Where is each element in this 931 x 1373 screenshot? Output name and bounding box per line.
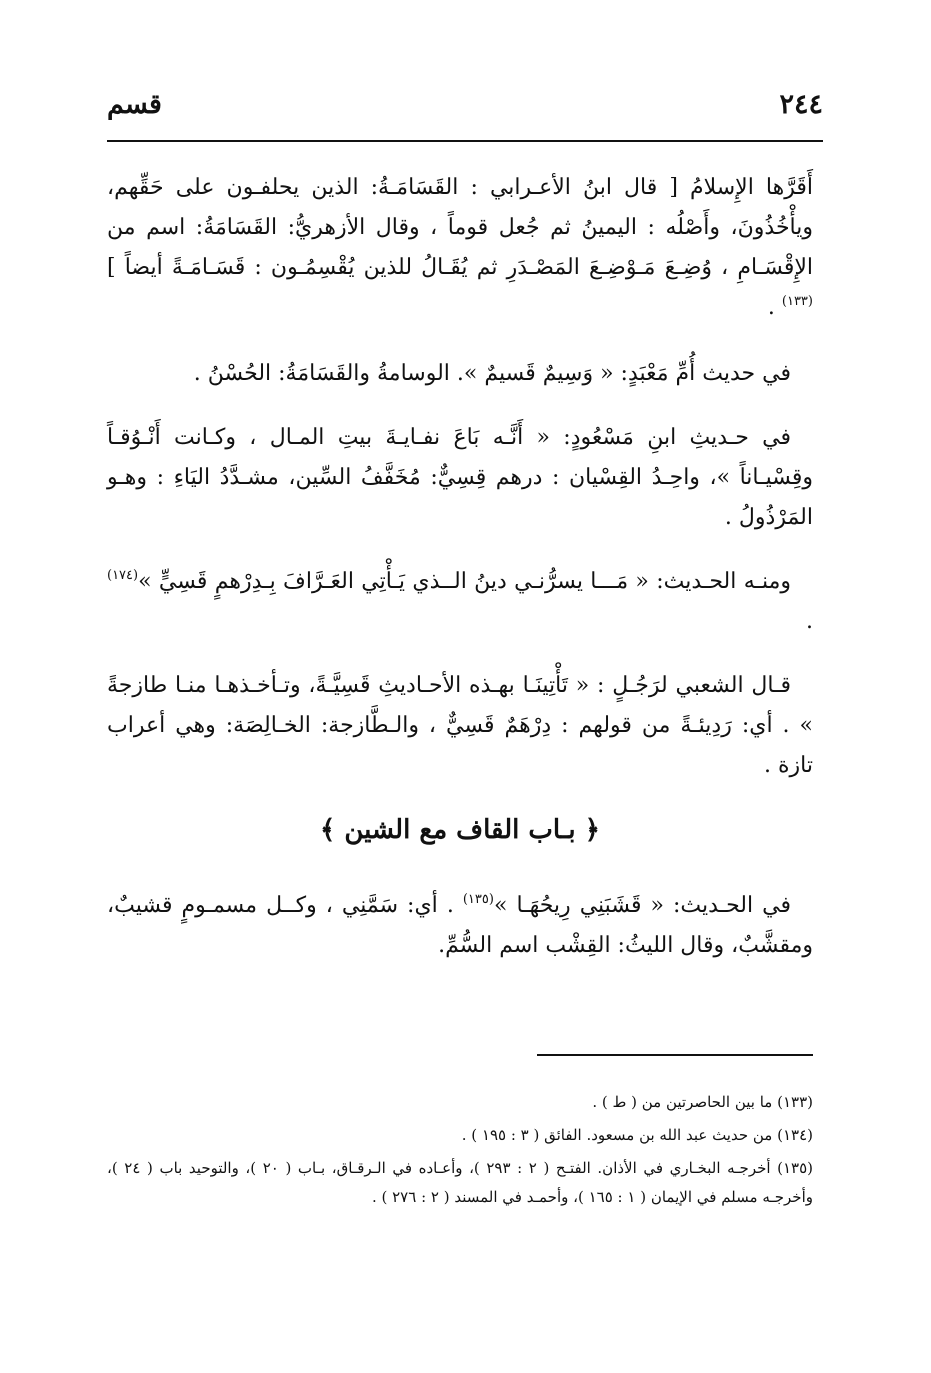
footnote-rule <box>537 1054 813 1056</box>
paragraph-qashab: في الحـديث: « قَشَبَنِي رِيحُهَـا »$^{(١٣٥)}$ . أي: سَمَّنِي ، وكــل مسمـومٍ قشيبٌ، ومقشَّبٌ، وقال الليثُ: القِشْب اسم السُّمِّ. <box>107 892 813 958</box>
page-number: ٢٤٤ <box>779 89 823 120</box>
footnote-134: (١٣٤) من حديث عبد الله بن مسعود. الفائق ( ٣ : ١٩٥ ) . <box>461 1126 813 1144</box>
footnote-135: (١٣٥) أخرجـه البخـاري في الأذان. الفتـح ( ٢ : ٢٩٣ )، وأعـاده في الـرقـاق، بـاب ( ٢٠ )، والتوحيد باب ( ٢٤ )، وأخرجـه مسلم في الإيمان ( ١ : ١٦٥ )، وأحمـد في المسند ( ٢ : ٢٧٦ ) . <box>107 1159 814 1206</box>
paragraph-qasama: أَقَرَّها الإِسلامُ [ قال ابنُ الأعـرابي : القَسَامَـةُ: الذين يحلفـون على حَقِّهم، ويأْخُذُونَ، وأَصْلُه : اليمينُ ثم جُعل قوماً ، وقال الأزهريُّ: القَسَامَةُ: اسم من الإِقْسَـامِ ، وُضِـعَ مَـوْضِـعَ المَصْـدَرِ ثم يُقَـالُ للذين يُقْسِمُـون : قَسَـامَـةً أيضاً ]$^{(١٣٣)}$ . <box>107 175 813 320</box>
paragraph-ibn-masud: في حـديثِ ابنِ مَسْعُودٍ: « أَنَّـه بَاعَ نفـايـةَ بيتِ المـال ، وكـانت أَنْـوُقـاً وقِسْيـاناً »، واحِـدُ القِسْيان : درهم قِسِيٌّ: مُخَفَّفُ السِّين، مشـدَّدُ اليَاءِ : وهـو المَرْذُولُ . <box>107 425 813 530</box>
main-text <box>107 168 813 990</box>
header-rule <box>107 140 823 142</box>
footnote-133: (١٣٣) ما بين الحاصرتين من ( ط ) . <box>592 1093 813 1111</box>
paragraph-shabi: قـال الشعبي لرَجُـلٍ : « تَأْتِينَـا بهـذه الأحـاديثِ قَسِيَّـةً، وتـأخـذهـا منـا طازجةً » . أي: رَدِيئـةً من قولهم : دِرْهَمٌ قَسِيٌّ ، والـطَّازجة: الخـالِصَة: وهي أعراب تازة . <box>107 673 813 778</box>
footnotes <box>107 1088 813 1216</box>
running-head: قسم <box>107 89 162 120</box>
paragraph-umm-mabad: في حديث أُمِّ مَعْبَدٍ: « وَسِيمٌ قَسيمٌ ». الوسامةُ والقَسَامَةُ: الحُسْنُ . <box>193 361 791 386</box>
section-title: ﴿ بـاب القاف مع الشين ﴾ <box>320 815 600 845</box>
footnote-ref-135: (١٣٥) <box>462 892 494 907</box>
footnote-ref-174: (١٧٤) <box>107 568 139 583</box>
page-header <box>107 88 823 130</box>
paragraph-hadith-dirham: ومنـه الحـديث: « مَـــا يسرُّنـي دينُ الــذي يَـأْتِي العَـرَّافَ بِـدِرْهمٍ قَسِيٍّ »$^{(١٧٤)}$ . <box>107 568 813 634</box>
footnote-ref-133: (١٣٣) <box>781 294 813 309</box>
